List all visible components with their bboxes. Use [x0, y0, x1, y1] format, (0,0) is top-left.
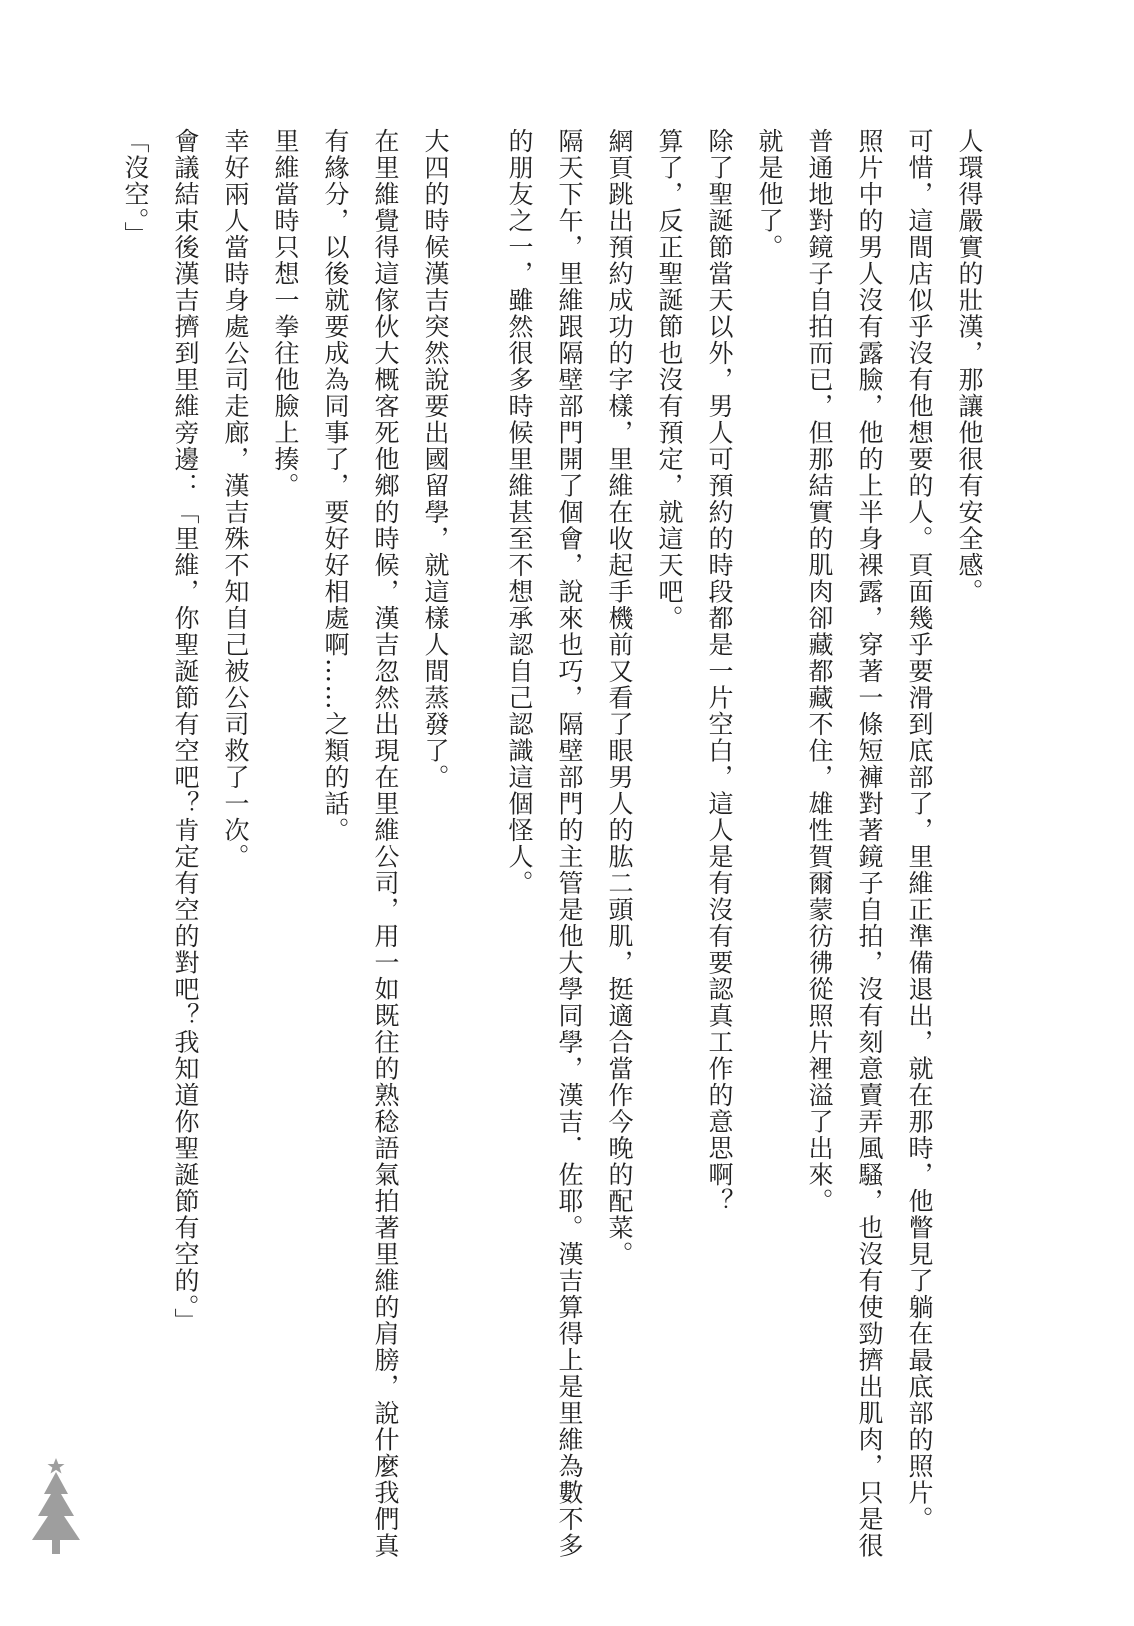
- paragraph: 大四的時候漢吉突然說要出國留學，就這樣人間蒸發了。: [421, 128, 450, 791]
- paragraph: 照片中的男人沒有露臉，他的上半身裸露，穿著一條短褲對著鏡子自拍，沒有刻意賣弄風騷，也沒有使勁擠出肌肉，只是很普通地對鏡子自拍而已，但那結實的肌肉卻藏都藏不住，雄性賀爾蒙彷彿從照片裡溢了出來。: [805, 128, 884, 1559]
- paragraph: 幸好兩人當時身處公司走廊，漢吉殊不知自己被公司救了一次。: [221, 128, 250, 870]
- paragraph: 就是他了。: [755, 128, 784, 261]
- paragraph: 里維當時只想一拳往他臉上揍。: [271, 128, 300, 499]
- paragraph: 可惜，這間店似乎沒有他想要的人。頁面幾乎要滑到底部了，里維正準備退出，就在那時，他瞥見了躺在最底部的照片。: [905, 128, 934, 1533]
- paragraph: 除了聖誕節當天以外，男人可預約的時段都是一片空白，這人是有沒有要認真工作的意思啊？: [705, 128, 734, 1215]
- christmas-tree-icon: [26, 1456, 86, 1556]
- paragraph: 算了，反正聖誕節也沒有預定，就這天吧。: [655, 128, 684, 632]
- paragraph: 「沒空。」: [121, 128, 150, 248]
- paragraph: 人環得嚴實的壯漢，那讓他很有安全感。: [955, 128, 984, 605]
- vertical-text-body: [94, 128, 994, 1578]
- paragraph: 在里維覺得這傢伙大概客死他鄉的時候，漢吉忽然出現在里維公司，用一如既往的熟稔語氣拍著里維的肩膀，說什麼我們真有緣分，以後就要成為同事了，要好好相處啊……之類的話。: [321, 128, 400, 1559]
- paragraph: 隔天下午，里維跟隔壁部門開了個會，說來也巧，隔壁部門的主管是他大學同學，漢吉．佐耶。漢吉算得上是里維為數不多的朋友之一，雖然很多時候里維甚至不想承認自己認識這個怪人。: [505, 128, 584, 1559]
- paragraph: 網頁跳出預約成功的字樣，里維在收起手機前又看了眼男人的肱二頭肌，挺適合當作今晚的配菜。: [605, 128, 634, 1268]
- paragraph: 會議結束後漢吉擠到里維旁邊：「里維，你聖誕節有空吧？肯定有空的對吧？我知道你聖誕節有空的。」: [171, 128, 200, 1335]
